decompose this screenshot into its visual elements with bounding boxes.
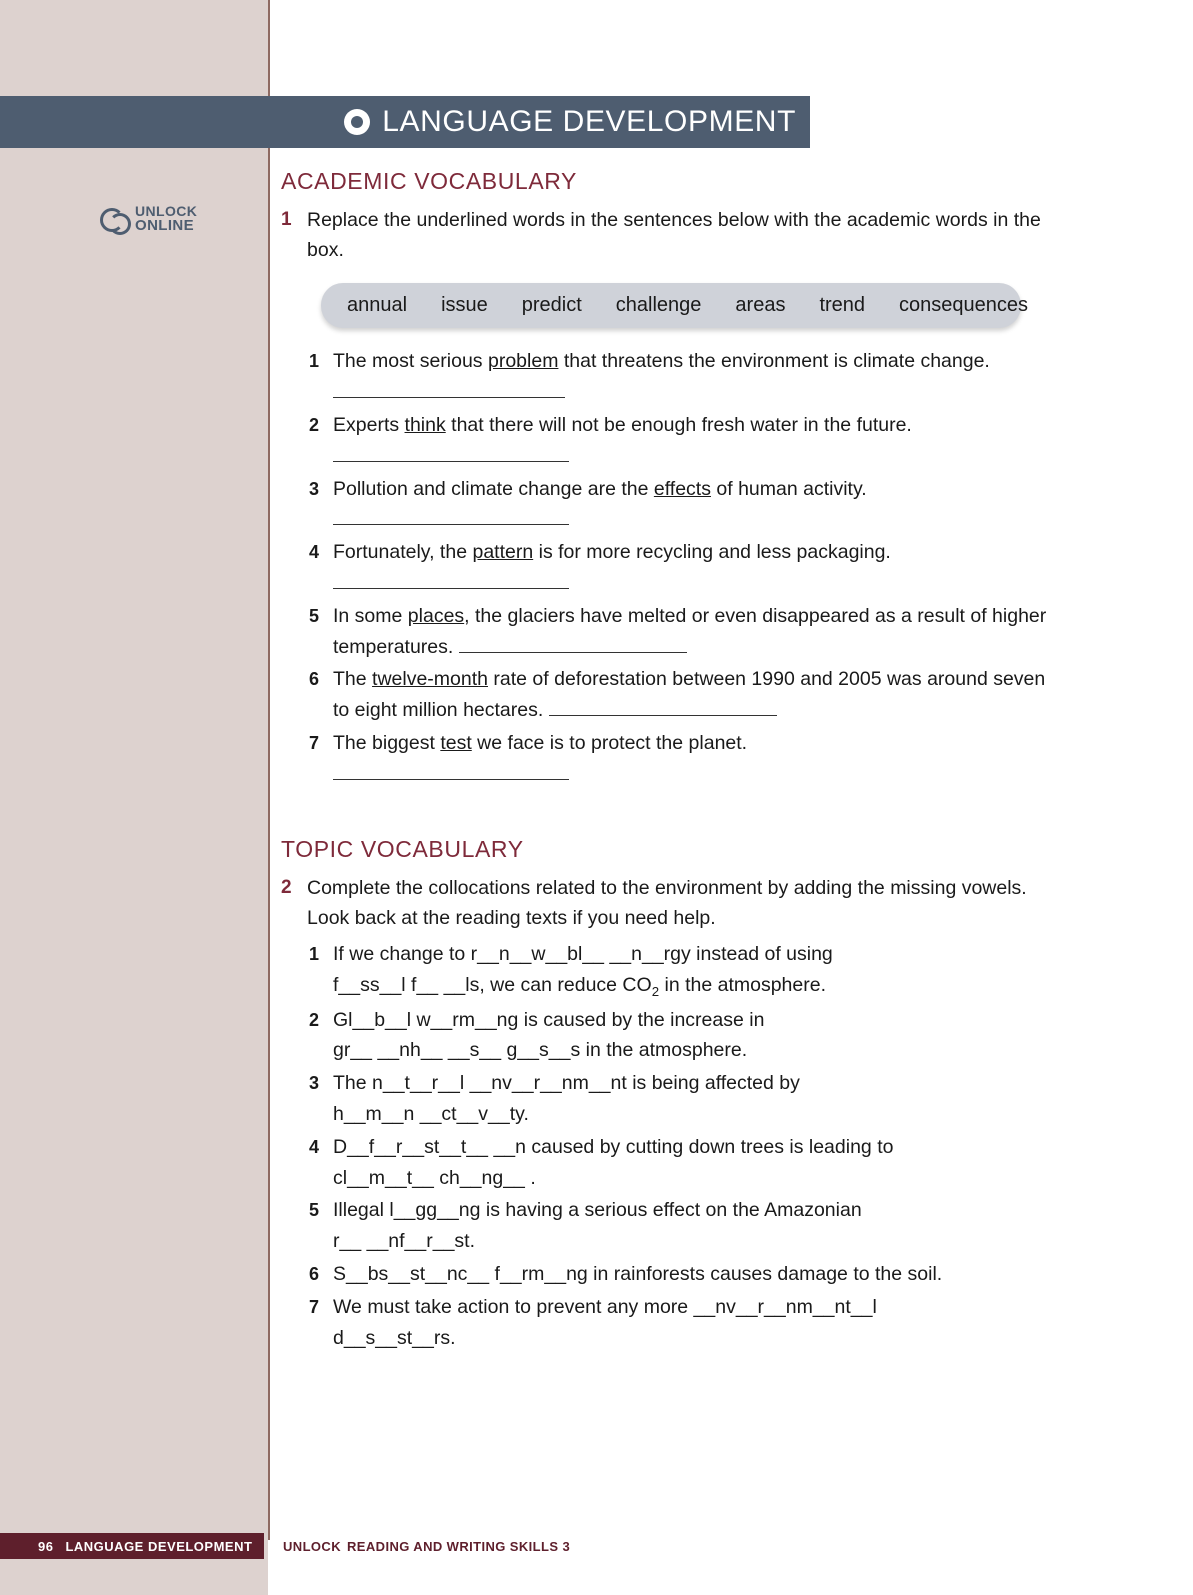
question-number: 7: [309, 733, 320, 753]
margin-divider: [268, 0, 270, 1540]
question-pre: The: [333, 668, 373, 691]
question-item: [309, 474, 1161, 536]
answer-blank[interactable]: [333, 445, 569, 462]
question-number: 4: [309, 1136, 320, 1157]
question-pre: Experts: [333, 414, 405, 437]
question-line-1: We must take action to prevent any more __nv__r__nm__nt__l: [333, 1295, 877, 1318]
task-1-instruction: Replace the underlined words in the sentences below with the academic words in the box.: [307, 209, 1041, 262]
question-line-2: gr__ __nh__ __s__ g__s__s in the atmosphere.: [333, 1039, 748, 1062]
question-line-1: S__bs__st__nc__ f__rm__ng in rainforests causes damage to the soil.: [333, 1263, 943, 1286]
eye-icon: [344, 109, 370, 135]
question-pre: The biggest: [333, 732, 441, 754]
question-item: [309, 410, 1161, 472]
word-box-item: annual: [347, 294, 408, 317]
question-number: 2: [309, 1009, 320, 1030]
question-number: 1: [309, 944, 320, 965]
page-number: 96: [38, 1538, 54, 1554]
word-box: [321, 283, 1029, 328]
question-item: [309, 1005, 1161, 1067]
question-pre: Pollution and climate change are the: [333, 477, 654, 500]
question-line-2: cl__m__t__ ch__ng__ .: [333, 1166, 536, 1189]
question-post: is for more recycling and less packaging.: [533, 541, 891, 564]
question-line-1: Gl__b__l w__rm__ng is caused by the increase in: [333, 1008, 765, 1031]
question-text: [333, 664, 1063, 726]
question-line-1: The n__t__r__l __nv__r__nm__nt is being affected by: [333, 1072, 800, 1095]
answer-blank[interactable]: [333, 381, 565, 398]
question-pre: The most serious: [333, 350, 488, 373]
question-line-2: d__s__st__rs.: [333, 1326, 456, 1349]
question-item: [309, 537, 1161, 599]
unlock-online-mark-icon: [100, 205, 128, 233]
underlined-word: effects: [653, 477, 711, 500]
answer-blank[interactable]: [333, 572, 569, 589]
question-post: of human activity.: [710, 477, 867, 500]
answer-blank[interactable]: [333, 508, 569, 525]
underlined-word: pattern: [472, 541, 534, 564]
question-text: [333, 410, 1063, 472]
question-number: 6: [309, 1264, 320, 1285]
task-2: [281, 873, 1161, 933]
question-text[interactable]: [333, 1259, 1063, 1290]
question-number: 6: [309, 669, 320, 690]
word-box-item: consequences: [899, 294, 1029, 317]
underlined-word: problem: [487, 350, 559, 373]
question-text: [333, 728, 1063, 790]
question-post: we face is to protect the planet.: [471, 732, 748, 754]
unlock-online-logo: [100, 198, 250, 240]
question-number: 4: [309, 542, 320, 563]
question-text: [333, 346, 1063, 408]
question-text[interactable]: [333, 1132, 1063, 1194]
answer-blank[interactable]: [333, 763, 569, 780]
question-post: that there will not be enough fresh water in the future.: [445, 414, 912, 437]
question-line-1: D__f__r__st__t__ __n caused by cutting down trees is leading to: [333, 1135, 894, 1158]
question-number: 5: [309, 605, 320, 626]
question-line-2: h__m__n __ct__v__ty.: [333, 1103, 529, 1126]
question-line-2: f__ss__l f__ __ls, we can reduce $CO_2$ in the atmosphere.: [333, 973, 826, 999]
logo-line-1: UNLOCK: [135, 202, 198, 219]
question-pre: Fortunately, the: [333, 541, 473, 564]
word-box-item: predict: [521, 294, 582, 317]
underlined-word: test: [440, 732, 472, 754]
page-content: [281, 168, 1161, 1355]
question-number: 3: [309, 478, 320, 499]
question-item: [309, 1195, 1161, 1257]
page-footer: [0, 1533, 1193, 1559]
question-item: [309, 728, 1161, 790]
question-item: [309, 346, 1161, 408]
footer-brand: UNLOCK: [283, 1538, 342, 1554]
word-box-item: areas: [735, 294, 786, 317]
question-text[interactable]: [333, 1005, 1063, 1067]
question-number: 3: [309, 1073, 320, 1094]
logo-line-2: ONLINE: [135, 217, 195, 235]
underlined-word: twelve-month: [372, 668, 488, 691]
footer-right-block: [283, 1533, 570, 1559]
question-post: rate of deforestation between 1990 and 2005 was around seven to eight million hectares.: [333, 668, 1046, 722]
answer-blank[interactable]: [459, 636, 687, 653]
word-box-item: challenge: [615, 294, 702, 317]
footer-book-title: READING AND WRITING SKILLS 3: [347, 1538, 571, 1554]
section-title-academic-vocabulary: ACADEMIC VOCABULARY: [281, 168, 577, 194]
question-line-1: Illegal l__gg__ng is having a serious effect on the Amazonian: [333, 1199, 862, 1222]
question-item: [309, 1259, 1161, 1290]
question-item: [309, 1292, 1161, 1354]
word-box-item: issue: [441, 294, 488, 317]
question-line-2: r__ __nf__r__st.: [333, 1230, 476, 1253]
question-line-1: If we change to r__n__w__bl__ __n__rgy instead of using: [333, 943, 833, 966]
word-box-item: trend: [819, 294, 866, 317]
page-header-bar: [0, 96, 810, 148]
question-item: [309, 1132, 1161, 1194]
task-1-number: 1: [281, 209, 292, 230]
task-2-instruction: Complete the collocations related to the environment by adding the missing vowels. Look back at the reading texts if you need help.: [307, 876, 1027, 929]
question-item: [309, 1068, 1161, 1130]
question-item: [309, 939, 1161, 1003]
underlined-word: think: [404, 414, 446, 437]
question-text: [333, 601, 1063, 663]
section-title-topic-vocabulary: TOPIC VOCABULARY: [281, 835, 524, 862]
question-number: 1: [309, 351, 320, 372]
answer-blank[interactable]: [549, 699, 777, 716]
question-text[interactable]: [333, 939, 1063, 1003]
topic-question-list: [281, 939, 1161, 1353]
page-title: LANGUAGE DEVELOPMENT: [382, 105, 796, 138]
task-2-number: 2: [281, 876, 292, 898]
underlined-word: places: [407, 604, 465, 627]
academic-question-list: [281, 346, 1161, 789]
question-number: 2: [309, 415, 320, 436]
question-post: that threatens the environment is climate change.: [558, 350, 990, 373]
question-item: [309, 601, 1161, 663]
question-text: [333, 537, 1063, 599]
question-text[interactable]: [333, 1292, 1063, 1354]
question-text[interactable]: [333, 1068, 1063, 1130]
question-post: , the glaciers have melted or even disappeared as a result of higher temperatures.: [333, 604, 1047, 658]
question-item: [309, 664, 1161, 726]
footer-section-label: LANGUAGE DEVELOPMENT: [65, 1538, 253, 1554]
question-number: 7: [309, 1296, 320, 1317]
question-pre: In some: [333, 604, 408, 627]
task-1: [281, 205, 1161, 265]
question-text[interactable]: [333, 1195, 1063, 1257]
footer-left-block: [0, 1533, 264, 1559]
question-number: 5: [309, 1200, 320, 1221]
question-text: [333, 474, 1063, 536]
